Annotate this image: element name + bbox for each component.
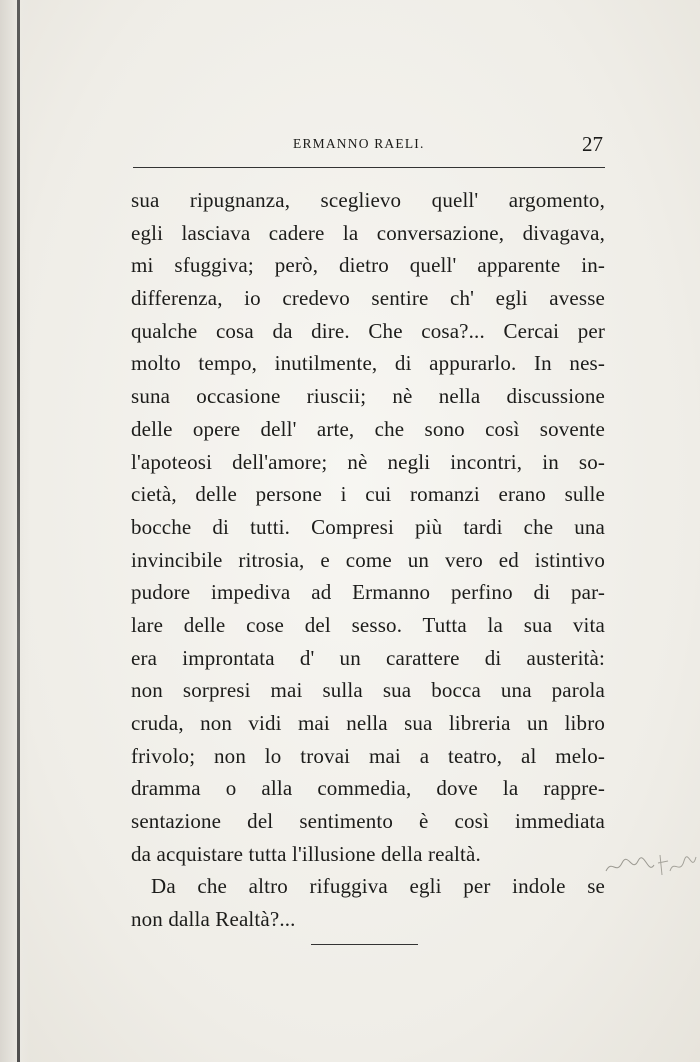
paragraph-end-line: da acquistare tutta l'illusione della realtà.: [131, 841, 481, 866]
paragraph-start-line: Da che altro rifuggiva egli per indole se: [151, 874, 605, 899]
text-line: delle opere dell' arte, che sono così sovente: [131, 416, 605, 441]
body-text: [131, 184, 605, 936]
text-line: molto tempo, inutilmente, di appurarlo. In nes-: [131, 351, 605, 376]
text-line: era improntata d' un carattere di austerità:: [131, 645, 605, 670]
text-line: cruda, non vidi mai nella sua libreria un libro: [131, 711, 605, 735]
header-rule: [133, 167, 605, 168]
binding-edge-line: [17, 0, 20, 1062]
text-line: lare delle cose del sesso. Tutta la sua vita: [131, 612, 605, 637]
text-line: frivolo; non lo trovai mai a teatro, al melo-: [131, 743, 605, 768]
text-line: cietà, delle persone i cui romanzi erano sulle: [131, 482, 605, 507]
running-title: ERMANNO RAELI.: [293, 136, 425, 151]
text-line: sua ripugnanza, sceglievo quell' argomento,: [131, 188, 605, 212]
text-line: non sorpresi mai sulla sua bocca una parola: [131, 678, 605, 703]
text-line: qualche cosa da dire. Che cosa?... Cercai per: [131, 318, 605, 343]
text-line: sentazione del sentimento è così immediata: [131, 809, 605, 834]
page-number: 27: [582, 132, 603, 156]
running-head: [133, 132, 605, 158]
text-line: differenza, io credevo sentire ch' egli avesse: [131, 286, 605, 311]
text-line: l'apoteosi dell'amore; nè negli incontri, in so-: [131, 449, 605, 474]
paragraph-end-line: non dalla Realtà?...: [131, 907, 296, 932]
end-rule: [311, 944, 418, 945]
text-line: invincibile ritrosia, e come un vero ed istintivo: [131, 547, 605, 572]
pencil-marginalia: [600, 845, 700, 885]
text-line: bocche di tutti. Compresi più tardi che una: [131, 514, 605, 539]
binding-shadow: [0, 0, 30, 1062]
text-line: pudore impediva ad Ermanno perfino di par-: [131, 580, 605, 605]
text-line: dramma o alla commedia, dove la rappre-: [131, 776, 605, 801]
text-line: mi sfuggiva; però, dietro quell' apparente in-: [131, 253, 605, 278]
text-line: egli lasciava cadere la conversazione, divagava,: [131, 220, 605, 245]
text-line: suna occasione riuscii; nè nella discussione: [131, 384, 605, 409]
